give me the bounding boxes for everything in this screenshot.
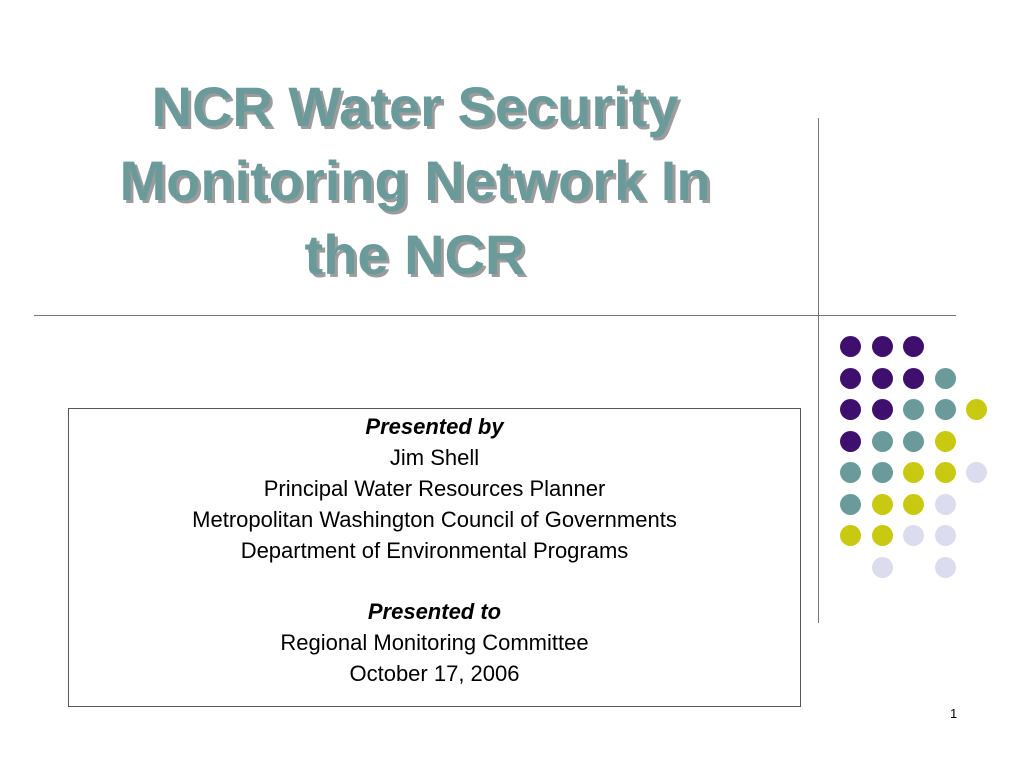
dot-teal: [935, 399, 956, 420]
dot-lavender: [935, 525, 956, 546]
dot-teal: [840, 494, 861, 515]
dot-purple: [840, 336, 861, 357]
dot-lavender: [935, 557, 956, 578]
dot-olive: [935, 462, 956, 483]
dot-teal: [872, 431, 893, 452]
presented-by-label: Presented by: [365, 414, 504, 439]
dot-purple: [840, 399, 861, 420]
title-line-3: the NCR: [304, 223, 526, 286]
page-number: 1: [950, 706, 958, 721]
dot-teal: [903, 399, 924, 420]
presenter-info-box: [68, 408, 801, 707]
vertical-divider: [818, 118, 819, 623]
dot-teal: [903, 431, 924, 452]
department: Department of Environmental Programs: [240, 538, 629, 563]
dot-teal: [935, 368, 956, 389]
spacer: [69, 566, 800, 596]
presented-to-label: Presented to: [367, 599, 502, 624]
dot-olive: [872, 494, 893, 515]
slide-title: [40, 70, 790, 292]
dot-olive: [903, 494, 924, 515]
dot-purple: [903, 368, 924, 389]
audience: Regional Monitoring Committee: [280, 630, 589, 655]
dot-lavender: [903, 525, 924, 546]
presenter-title: Principal Water Resources Planner: [263, 476, 606, 501]
dot-purple: [872, 368, 893, 389]
dot-olive: [872, 525, 893, 546]
dot-teal: [840, 462, 861, 483]
dot-purple: [840, 431, 861, 452]
dot-purple: [872, 399, 893, 420]
dot-olive: [840, 525, 861, 546]
dot-teal: [872, 462, 893, 483]
dot-olive: [903, 462, 924, 483]
presenter-name: Jim Shell: [389, 445, 480, 470]
title-line-2: Monitoring Network In: [119, 149, 711, 212]
organization: Metropolitan Washington Council of Governments: [192, 507, 677, 532]
dot-olive: [935, 431, 956, 452]
dot-lavender: [935, 494, 956, 515]
dot-lavender: [872, 557, 893, 578]
dot-purple: [872, 336, 893, 357]
dot-purple: [840, 368, 861, 389]
dot-olive: [966, 399, 987, 420]
presentation-date: October 17, 2006: [349, 661, 520, 686]
dot-lavender: [966, 462, 987, 483]
dot-purple: [903, 336, 924, 357]
title-line-1: NCR Water Security: [151, 75, 679, 138]
